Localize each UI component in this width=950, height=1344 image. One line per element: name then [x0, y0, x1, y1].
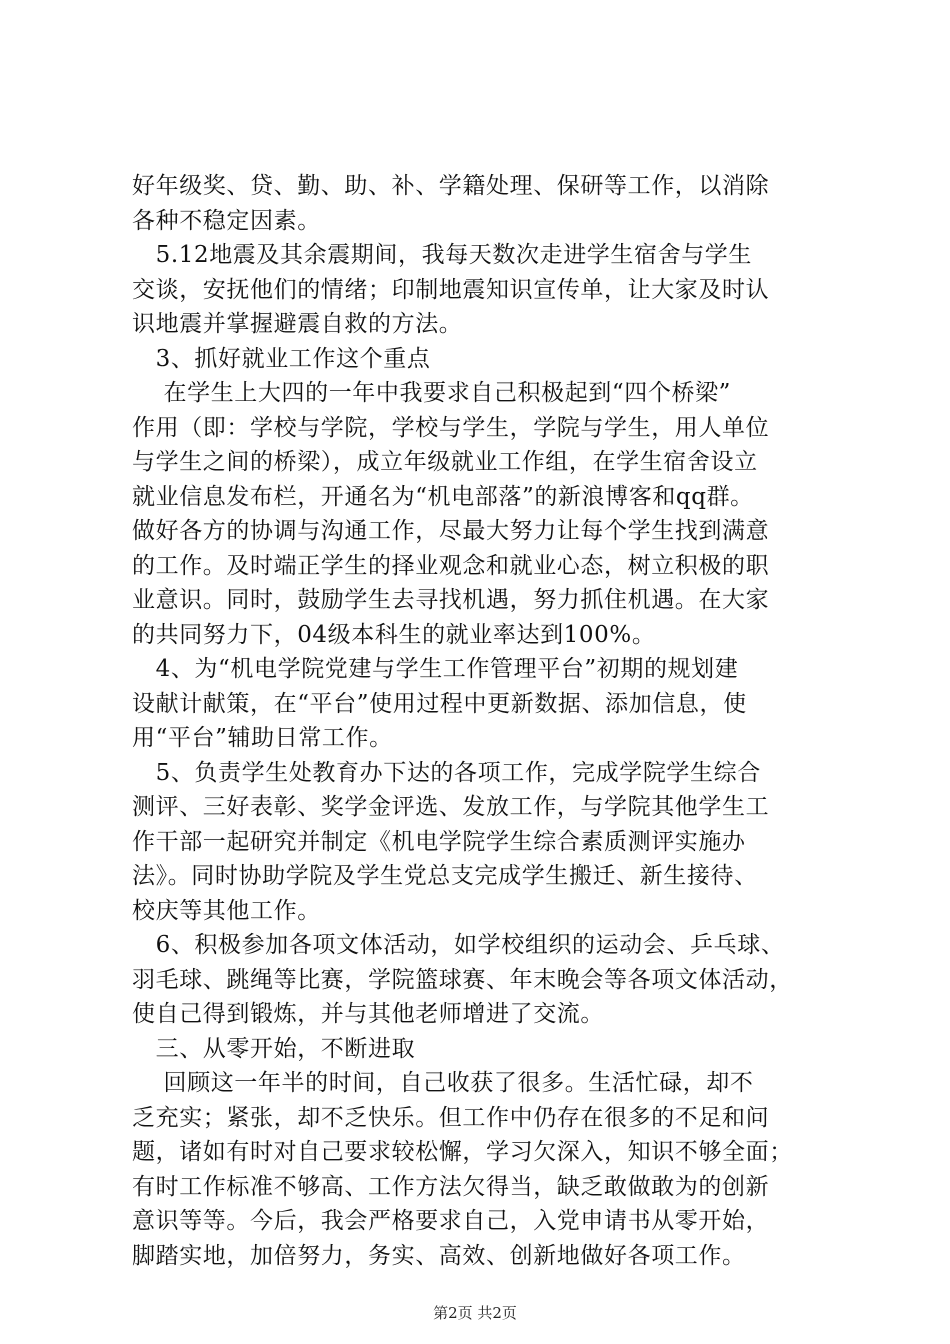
text-line: 使自己得到锻炼，并与其他老师增进了交流。	[132, 1001, 604, 1027]
text-line: 的工作。及时端正学生的择业观念和就业心态，树立积极的职	[132, 552, 770, 579]
text-line: 三、从零开始，不断进取	[132, 1035, 416, 1062]
text-line: 羽毛球、跳绳等比赛，学院篮球赛、年末晚会等各项文体活动，	[132, 966, 793, 993]
text-line: 意识等等。今后，我会严格要求自己，入党申请书从零开始，	[132, 1208, 770, 1234]
text-line: 在学生上大四的一年中我要求自己积极起到“四个桥梁”	[132, 380, 732, 406]
text-line: 好年级奖、贷、勤、助、补、学籍处理、保研等工作，以消除	[132, 173, 770, 199]
text-line: 作用（即：学校与学院，学校与学生，学院与学生，用人单位	[132, 414, 770, 441]
text-line: 用“平台”辅助日常工作。	[132, 725, 393, 751]
text-line: 测评、三好表彰、奖学金评选、发放工作，与学院其他学生工	[132, 794, 770, 820]
text-line: 有时工作标准不够高、工作方法欠得当，缺乏敢做敢为的创新	[132, 1173, 770, 1200]
text-line: 校庆等其他工作。	[132, 897, 321, 924]
text-line: 乏充实；紧张，却不乏快乐。但工作中仍存在很多的不足和问	[132, 1104, 770, 1131]
page-footer: 第2页 共2页	[433, 1304, 517, 1322]
text-line: 脚踏实地，加倍努力，务实、高效、创新地做好各项工作。	[132, 1242, 746, 1269]
text-line: 4、为“机电学院党建与学生工作管理平台”初期的规划建	[132, 656, 739, 682]
text-line: 做好各方的协调与沟通工作，尽最大努力让每个学生找到满意	[132, 518, 770, 544]
text-line: 设献计献策，在“平台”使用过程中更新数据、添加信息，使	[132, 690, 747, 717]
text-line: 题，诸如有时对自己要求较松懈，学习欠深入，知识不够全面；	[132, 1139, 793, 1165]
text-line: 的共同努力下，04级本科生的就业率达到100%。	[132, 621, 656, 648]
text-line: 3、抓好就业工作这个重点	[132, 345, 431, 372]
text-line: 法》。同时协助学院及学生党总支完成学生搬迁、新生接待、	[132, 863, 758, 889]
text-line: 就业信息发布栏，开通名为“机电部落”的新浪博客和qq群。	[132, 483, 754, 510]
text-line: 与学生之间的桥梁），成立年级就业工作组，在学生宿舍设立	[132, 449, 758, 475]
text-line: 5、负责学生处教育办下达的各项工作，完成学院学生综合	[132, 759, 761, 786]
text-line: 6、积极参加各项文体活动，如学校组织的运动会、乒乓球、	[132, 932, 785, 958]
body-text	[132, 169, 832, 1273]
text-line: 5.12地震及其余震期间，我每天数次走进学生宿舍与学生	[132, 242, 753, 268]
text-line: 交谈，安抚他们的情绪；印制地震知识宣传单，让大家及时认	[132, 276, 770, 303]
text-line: 业意识。同时，鼓励学生去寻找机遇，努力抓住机遇。在大家	[132, 587, 770, 613]
text-line: 识地震并掌握避震自救的方法。	[132, 311, 463, 337]
text-line: 回顾这一年半的时间，自己收获了很多。生活忙碌，却不	[132, 1070, 754, 1096]
text-line: 作干部一起研究并制定《机电学院学生综合素质测评实施办	[132, 828, 746, 855]
text-line: 各种不稳定因素。	[132, 207, 321, 234]
